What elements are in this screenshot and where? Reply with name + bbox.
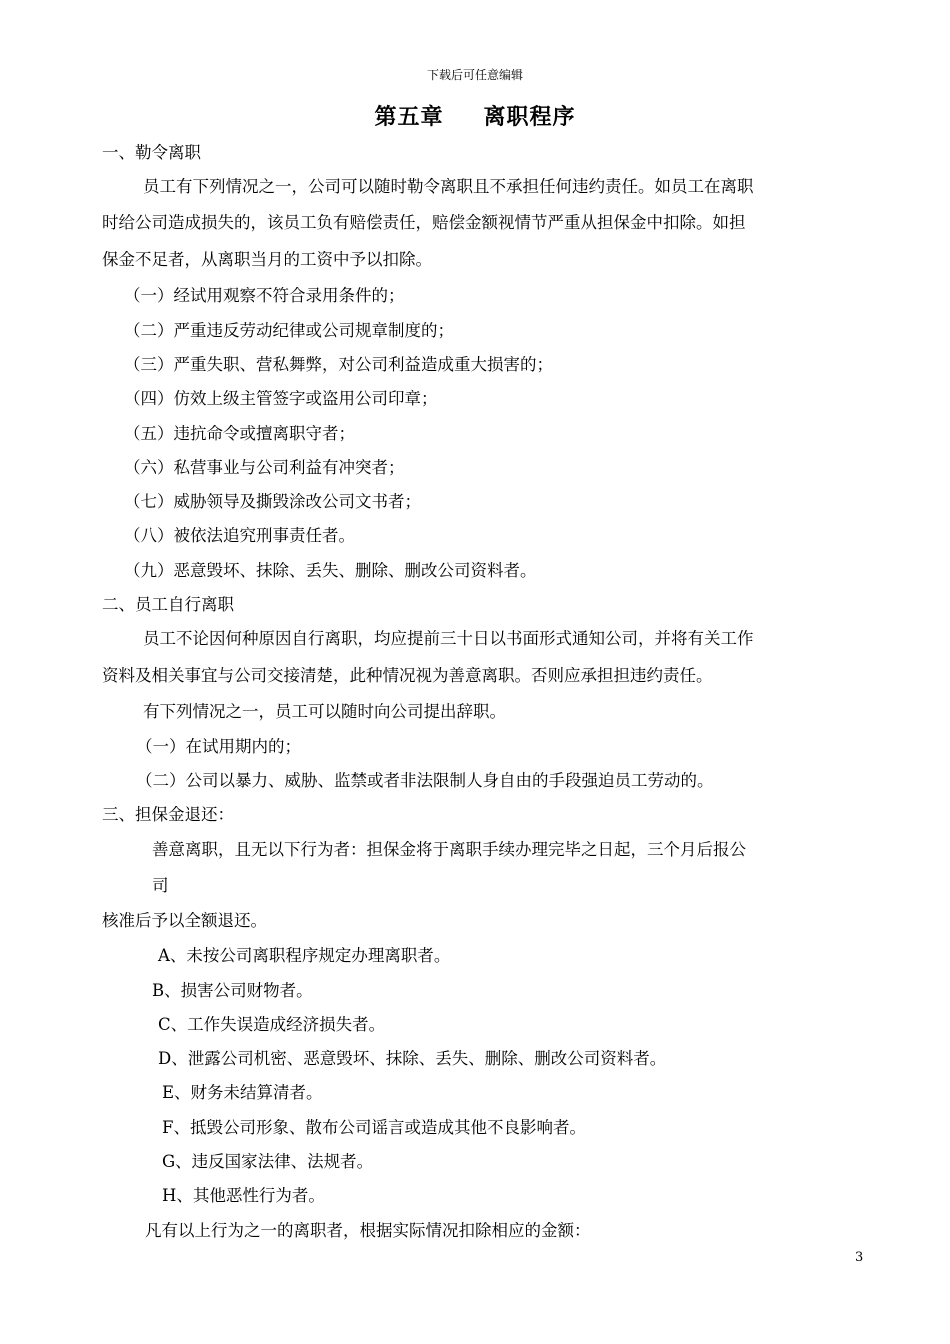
list-item: （五）违抗命令或擅离职守者；	[124, 424, 355, 443]
list-item: （九）恶意毁坏、抹除、丢失、删除、删改公司资料者。	[124, 561, 537, 580]
paragraph-line: 员工不论因何种原因自行离职，均应提前三十日以书面形式通知公司，并将有关工作	[143, 629, 754, 648]
chapter-name: 离职程序	[483, 104, 576, 130]
chapter-number: 第五章	[374, 104, 444, 130]
list-item: H、其他恶性行为者。	[162, 1186, 325, 1205]
list-item: D、泄露公司机密、恶意毁坏、抹除、丢失、删除、删改公司资料者。	[158, 1049, 667, 1068]
list-item: （七）威胁领导及撕毁涂改公司文书者；	[124, 492, 421, 511]
list-item: （一）经试用观察不符合录用条件的；	[124, 286, 405, 305]
list-item: （二）公司以暴力、威胁、监禁或者非法限制人身自由的手段强迫员工劳动的。	[136, 771, 714, 790]
section-heading: 二、员工自行离职	[102, 595, 234, 614]
list-item: E、财务未结算清者。	[162, 1083, 323, 1102]
paragraph-line: 凡有以上行为之一的离职者，根据实际情况扣除相应的金额：	[145, 1221, 591, 1240]
page-number: 3	[855, 1250, 864, 1265]
list-item: （八）被依法追究刑事责任者。	[124, 526, 355, 545]
list-item: F、抵毁公司形象、散布公司谣言或造成其他不良影响者。	[162, 1118, 586, 1137]
paragraph-line: 资料及相关事宜与公司交接清楚，此种情况视为善意离职。否则应承担担违约责任。	[102, 666, 713, 685]
list-item: （一）在试用期内的；	[136, 737, 301, 756]
paragraph-line: 司	[152, 876, 169, 895]
list-item: A、未按公司离职程序规定办理离职者。	[158, 946, 451, 965]
list-item: G、违反国家法律、法规者。	[162, 1152, 374, 1171]
list-item: （三）严重失职、营私舞弊，对公司利益造成重大损害的；	[124, 355, 553, 374]
chapter-title	[0, 100, 950, 131]
paragraph-line: 有下列情况之一，员工可以随时向公司提出辞职。	[143, 702, 506, 721]
list-item: B、损害公司财物者。	[152, 981, 313, 1000]
section-heading: 三、担保金退还：	[102, 805, 234, 824]
paragraph-line: 时给公司造成损失的，该员工负有赔偿责任，赔偿金额视情节严重从担保金中扣除。如担	[102, 213, 746, 232]
paragraph-line: 保金不足者，从离职当月的工资中予以扣除。	[102, 250, 432, 269]
paragraph-line: 善意离职，且无以下行为者：担保金将于离职手续办理完毕之日起，三个月后报公	[152, 840, 746, 859]
list-item: （二）严重违反劳动纪律或公司规章制度的；	[124, 321, 454, 340]
list-item: C、工作失误造成经济损失者。	[158, 1015, 386, 1034]
paragraph-line: 核准后予以全额退还。	[102, 911, 267, 930]
section-heading: 一、勒令离职	[102, 143, 201, 162]
page-header: 下载后可任意编辑	[426, 68, 523, 82]
paragraph-line: 员工有下列情况之一，公司可以随时勒令离职且不承担任何违约责任。如员工在离职	[143, 177, 754, 196]
list-item: （四）仿效上级主管签字或盗用公司印章；	[124, 389, 438, 408]
list-item: （六）私营事业与公司利益有冲突者；	[124, 458, 405, 477]
